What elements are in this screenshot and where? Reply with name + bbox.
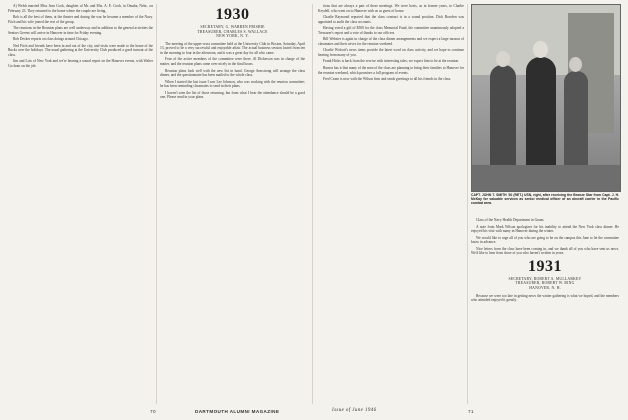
paragraph: Bill Webster is again in charge of the class dinner arrangements and we expect a large turnout of classmates and their wives for the reunion weekend.: [318, 37, 464, 46]
page-number-right: 71: [468, 409, 474, 414]
paragraph: Having voted a gift of $500 for the class Memorial Fund, the committee unanimously adopted a Treasurer's report and a vote of thanks to our officers.: [318, 26, 464, 35]
column-divider: [467, 4, 468, 404]
paragraph: tions that are always a part of these meetings. We were hosts, as in former years, to Charlie Keydell, who went on to Hanover with us as guest of honor.: [318, 4, 464, 13]
paragraph: Reunion plans look well with the new list in hand. George Armstrong will arrange the class dinner, and the questionnaire has been mailed to the whole class.: [160, 68, 305, 78]
class-year-heading-1931: 1931: [528, 257, 562, 275]
photo-caption: CAPT. JOHN T. SMITH '30 (RET.) USN, right, after receiving the Bronze Star from Capt. J. H. McKay for valuable services as senior medical officer of an aircraft carrier in the Pacific combat area.: [471, 193, 619, 206]
column-4: [471, 218, 619, 400]
paragraph: Bob is all the best of them, at the theater and during the war he became a member of the Navy. Fitch and his wife joined the rest of the group.: [8, 15, 153, 24]
paragraph: We would like to urge all of you who are going to be on the campus this June to let the committee know in advance.: [471, 235, 619, 245]
paragraph: Frank Hicks is back from the service with interesting tales; we expect him to be at the reunion.: [323, 59, 460, 64]
class-officers: [471, 277, 619, 291]
magazine-name: DARTMOUTH ALUMNI MAGAZINE: [195, 409, 280, 414]
paragraph: I haven't seen the list of those returning, but from what I hear the attendance should be a good one. Please send in your plans.: [160, 90, 305, 100]
secretary-line: SECRETARY, G. WARREN FRISBIE: [200, 25, 265, 29]
column-1: [8, 4, 153, 402]
paragraph: When I started the last issue I saw Lee Johnson, who was working with the reunion committee; he has been reminding classmates to send in their plans.: [160, 79, 305, 89]
paragraph: Charlie Raymond reported that the class contract is in a sound position. Dick Bowden was appointed to audit the class accounts.: [318, 15, 464, 24]
treasurer-line: TREASURER, CHARLES S. WALLACE: [197, 29, 268, 34]
secretary-line: SECRETARY, ROBERT A. MULLARKEY: [508, 276, 582, 281]
paragraph: Class of the Navy Health Department in Guam.: [476, 218, 545, 222]
page-footer: [0, 408, 628, 417]
treasurer-line: TREASURER, ROBERT W. RING: [515, 281, 575, 286]
location-line: HANOVER, N. H.: [529, 286, 561, 291]
paragraph: Four of the active members of the committee were there. Al Dickerson was in charge of the matter, and the reunion plans came over nicely in the final hours.: [160, 57, 305, 66]
paragraph: Rumor has it that many of the men of the class are planning to bring their families to Hanover for the reunion weekend, which promises a full program of events.: [318, 66, 464, 75]
location-line: NEW YORK, N. Y.: [216, 34, 249, 39]
paragraph: The reunions in the Reunion plans are well underway and in addition to the general activities the Seniors Greens will arrive in Hanover in time for Friday evening.: [8, 26, 153, 35]
column-divider: [156, 4, 157, 404]
news-photo: [471, 4, 621, 192]
paragraph: Jim and Lois of New York and we're hearing a sound report on the Hanover events, with Walter Cochran on the job.: [8, 59, 153, 69]
page-fold: [312, 4, 313, 404]
page-number-left: 70: [150, 409, 156, 414]
class-officers: [160, 25, 305, 39]
paragraph: A) Welsh married Miss Jean Cook, daughter of Mr. and Mrs. A. E. Cook, in Omaha, Nebr., on February 23. They returned to the home where the couple are living.: [8, 4, 153, 13]
paragraph: Nice letters from the class have been coming in, and we thank all of you who have sent us news. We'd like to hear from those of you who haven't written in years.: [471, 246, 619, 256]
paragraph: Charlie Wolcott's news items provide the latest word on class activity, and we hope to continue hearing from many of you.: [318, 48, 464, 57]
class-year-heading-1930: 1930: [215, 6, 250, 23]
column-3: [318, 4, 464, 402]
paragraph: Because we were too late in getting news the winter gathering is what we hoped, and the members who attended enjoyed it greatly.: [471, 293, 619, 303]
issue-date: Issue of June 1946: [332, 408, 377, 413]
paragraph: A note from Mark Wilson apologizes for his inability to attend the New York class dinner. He enjoyed his visit with many in Hanover during the winter.: [471, 224, 619, 234]
paragraph: Ned Fitch and friends have been in and out of the city, and visits were made to the home of the Bucks over the holidays. The usual gathering at the University Club produced a good turnout of the class.: [8, 43, 153, 57]
paragraph: The meeting of the upper-crust committee held at the University Club in Boston, Saturday, April 13, proved to be a very successful and enjoyable affair. The actual business session lasted from ten in the morning to four in the afternoon, and it was a great day for all who came.: [160, 41, 305, 55]
paragraph: Fred Crane is now with the Wilson firm and sends greetings to all his friends in the class.: [323, 77, 452, 82]
paragraph: Bob Decker reports on class doings around Chicago.: [13, 37, 89, 42]
column-2: [160, 4, 305, 402]
